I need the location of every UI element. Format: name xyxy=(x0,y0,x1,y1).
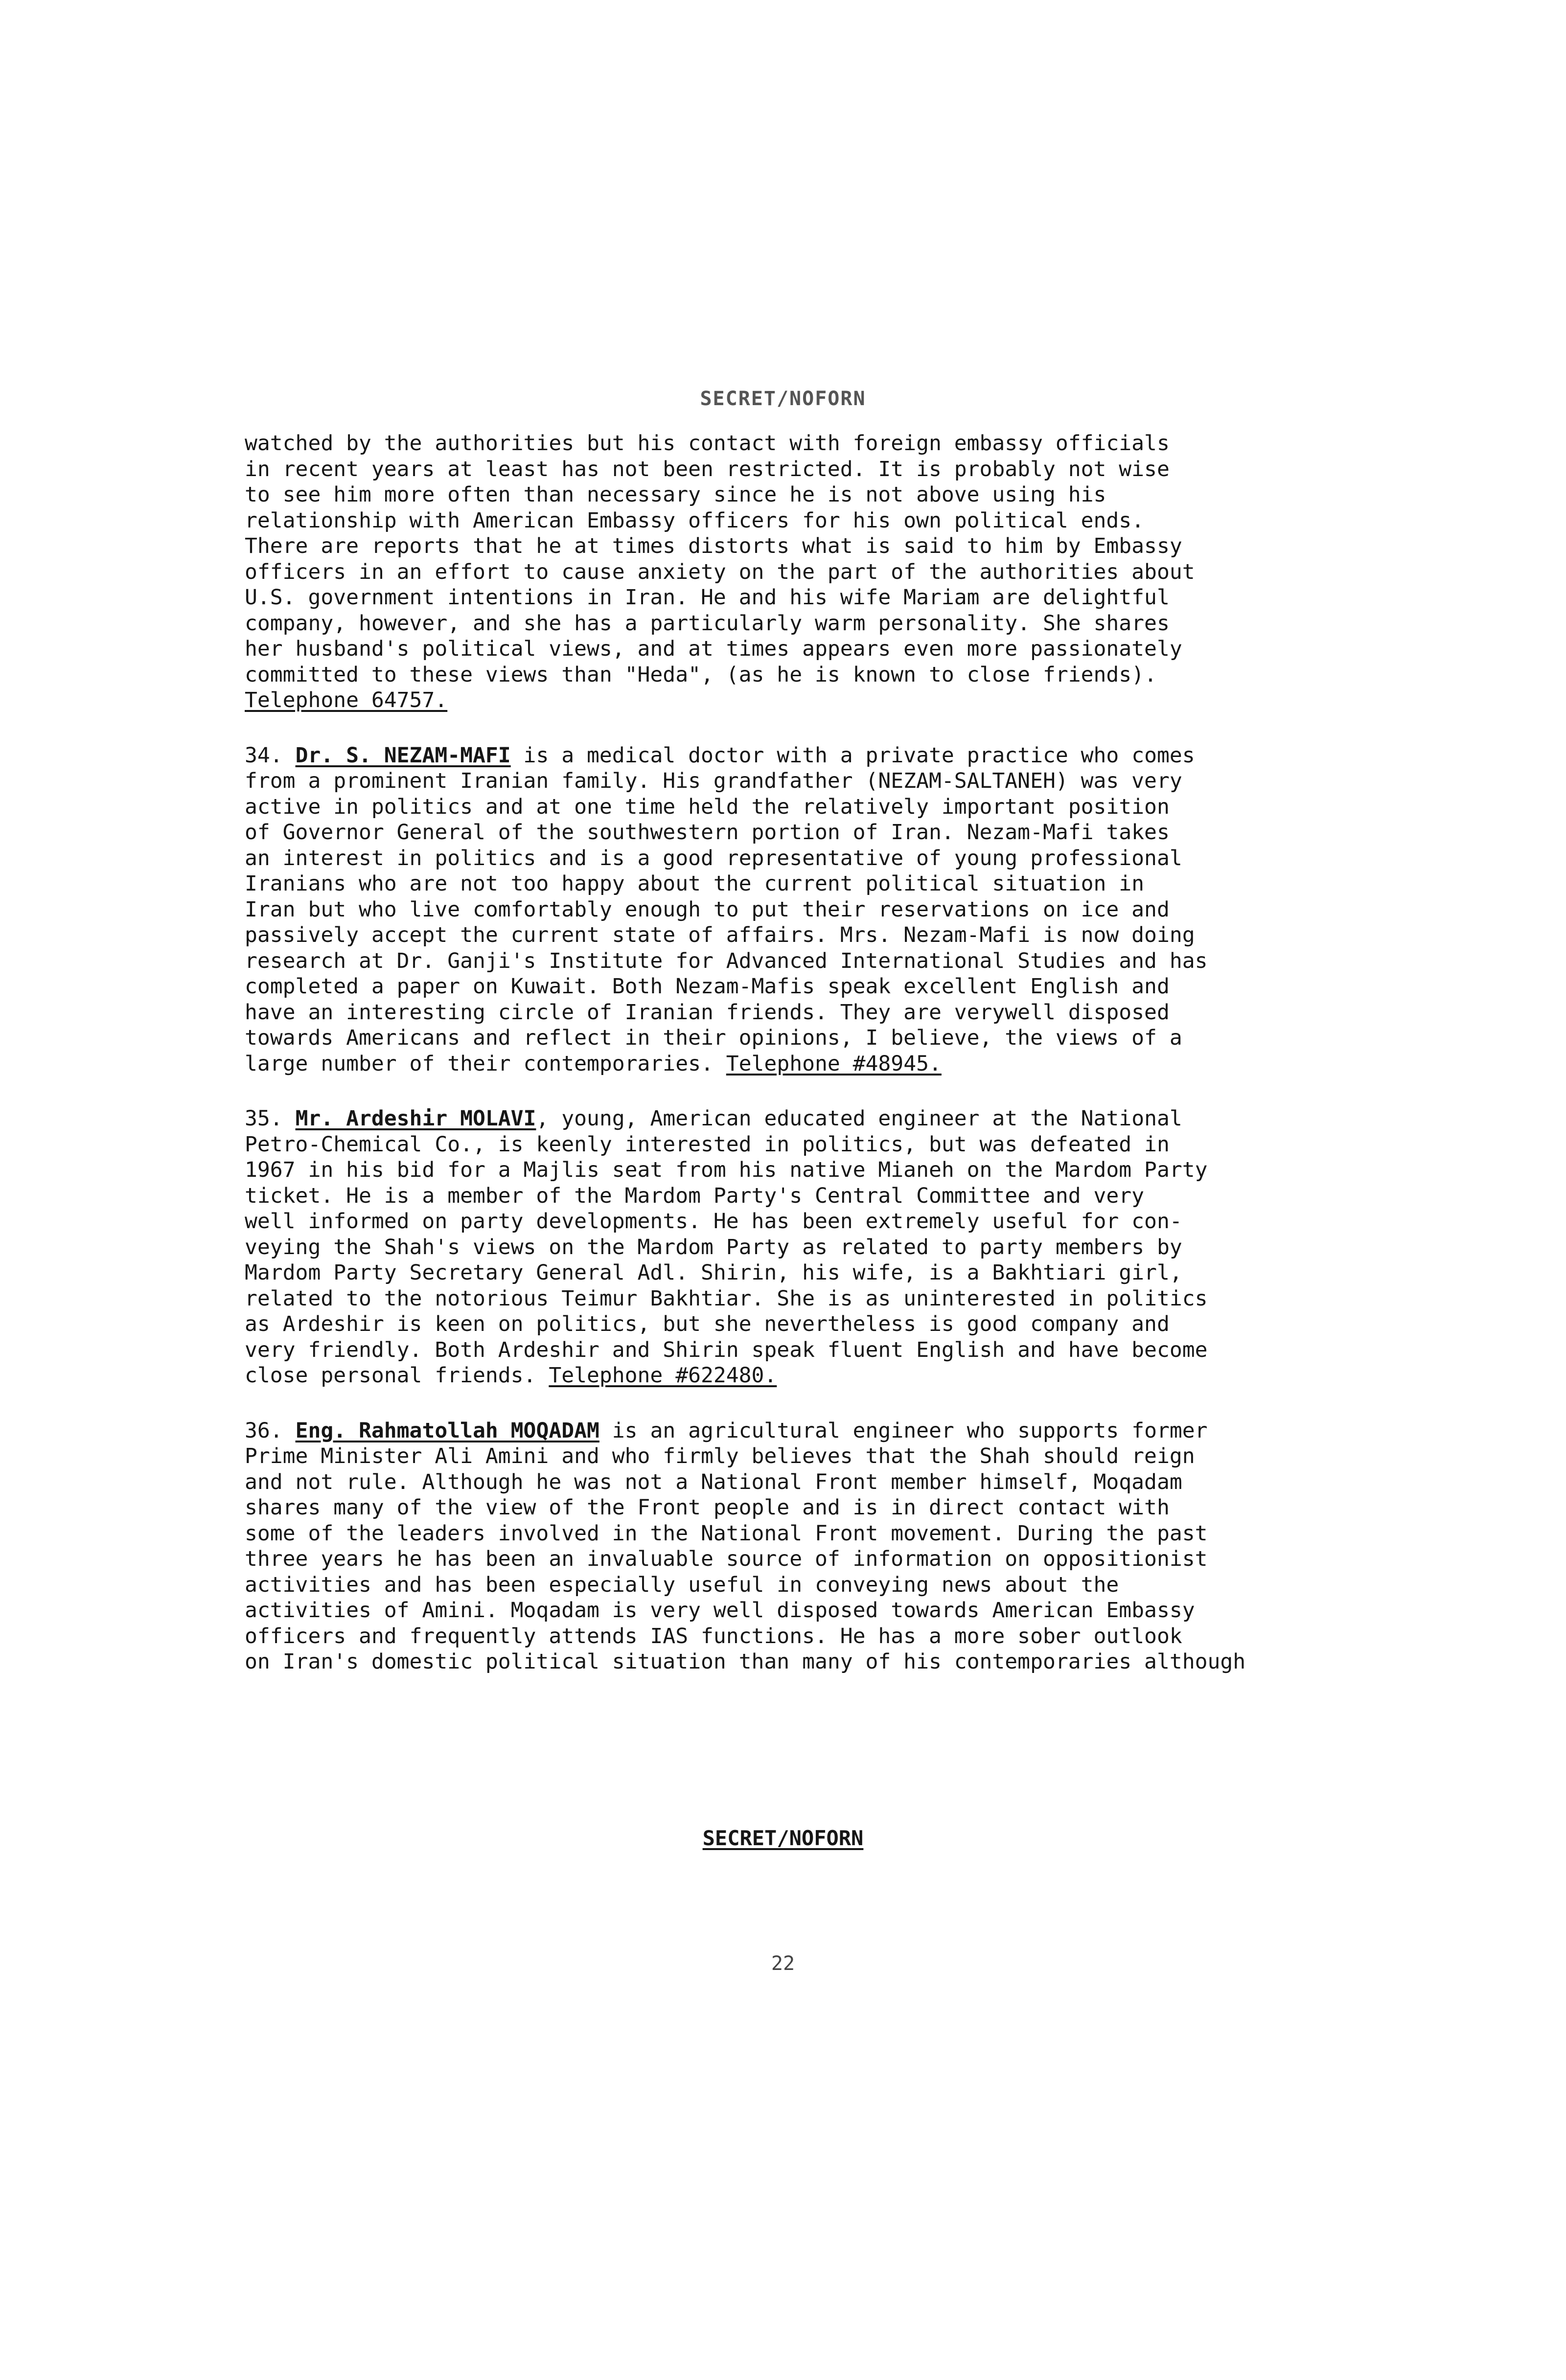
classification-header: SECRET/NOFORN xyxy=(700,388,866,410)
telephone-number: Telephone 64757. xyxy=(245,688,448,712)
paragraph-number: 36. xyxy=(245,1418,283,1443)
text-line: large number of their contemporaries. xyxy=(245,1051,726,1076)
text-line: is an agricultural engineer who supports former xyxy=(599,1418,1208,1443)
text-line: ticket. He is a member of the Mardom Party's Central Committee and very xyxy=(245,1183,1145,1208)
text-line: committed to these views than "Heda", (as he is known to close friends). xyxy=(245,662,1157,687)
paragraph-35 xyxy=(245,1106,1341,1389)
page-number: 22 xyxy=(771,1952,795,1975)
text-line: activities of Amini. Moqadam is very well disposed towards American Embassy xyxy=(245,1598,1195,1623)
text-line: related to the notorious Teimur Bakhtiar. She is as uninterested in politics xyxy=(245,1286,1208,1311)
paragraph-34 xyxy=(245,743,1341,1077)
telephone-number: Telephone #622480. xyxy=(549,1363,777,1388)
person-name: Eng. Rahmatollah MOQADAM xyxy=(295,1418,599,1443)
text-line: as Ardeshir is keen on politics, but she nevertheless is good company and xyxy=(245,1312,1170,1336)
text-line: an interest in politics and is a good representative of young professional xyxy=(245,846,1182,870)
text-line: very friendly. Both Ardeshir and Shirin speak fluent English and have become xyxy=(245,1337,1208,1362)
text-line: is a medical doctor with a private practice who comes xyxy=(510,743,1195,768)
text-line: 1967 in his bid for a Majlis seat from his native Mianeh on the Mardom Party xyxy=(245,1158,1208,1182)
text-line: three years he has been an invaluable source of information on oppositionist xyxy=(245,1547,1208,1571)
text-line: relationship with American Embassy officers for his own political ends. xyxy=(245,508,1145,533)
text-line: Mardom Party Secretary General Adl. Shirin, his wife, is a Bakhtiari girl, xyxy=(245,1260,1182,1285)
classification-footer xyxy=(0,1826,1566,1850)
text-line: research at Dr. Ganji's Institute for Advanced International Studies and has xyxy=(245,948,1208,973)
text-line: watched by the authorities but his contact with foreign embassy officials xyxy=(245,431,1170,456)
telephone-number: Telephone #48945. xyxy=(726,1051,942,1076)
text-line: passively accept the current state of affairs. Mrs. Nezam-Mafi is now doing xyxy=(245,923,1195,947)
text-line: in recent years at least has not been restricted. It is probably not wise xyxy=(245,457,1170,481)
text-line: completed a paper on Kuwait. Both Nezam-Mafis speak excellent English and xyxy=(245,974,1170,999)
paragraph-36 xyxy=(245,1418,1341,1675)
text-line: shares many of the view of the Front people and is in direct contact with xyxy=(245,1495,1170,1520)
person-name: Mr. Ardeshir MOLAVI xyxy=(295,1106,536,1131)
text-line: towards Americans and reflect in their opinions, I believe, the views of a xyxy=(245,1026,1182,1050)
text-line: activities and has been especially useful in conveying news about the xyxy=(245,1572,1119,1597)
text-line: company, however, and she has a particularly warm personality. She shares xyxy=(245,611,1170,636)
footer-classification-text: SECRET/NOFORN xyxy=(702,1826,864,1850)
text-line: There are reports that he at times distorts what is said to him by Embassy xyxy=(245,534,1182,558)
text-line: on Iran's domestic political situation than many of his contemporaries although xyxy=(245,1649,1246,1674)
text-line: some of the leaders involved in the National Front movement. During the past xyxy=(245,1521,1208,1546)
paragraph-number: 35. xyxy=(245,1106,283,1131)
text-line: and not rule. Although he was not a National Front member himself, Moqadam xyxy=(245,1469,1182,1494)
text-line: close personal friends. xyxy=(245,1363,549,1388)
text-line: Iranians who are not too happy about the current political situation in xyxy=(245,871,1145,896)
paragraph-number: 34. xyxy=(245,743,283,768)
text-line: from a prominent Iranian family. His grandfather (NEZAM-SALTANEH) was very xyxy=(245,769,1182,793)
text-line: Petro-Chemical Co., is keenly interested in politics, but was defeated in xyxy=(245,1132,1170,1157)
text-line: veying the Shah's views on the Mardom Party as related to party members by xyxy=(245,1235,1182,1259)
text-line: of Governor General of the southwestern portion of Iran. Nezam-Mafi takes xyxy=(245,820,1170,845)
text-line: Prime Minister Ali Amini and who firmly believes that the Shah should reign xyxy=(245,1444,1195,1468)
text-line: to see him more often than necessary since he is not above using his xyxy=(245,482,1106,507)
text-line: officers and frequently attends IAS functions. He has a more sober outlook xyxy=(245,1624,1182,1648)
text-line: officers in an effort to cause anxiety on the part of the authorities about xyxy=(245,559,1195,584)
text-line: active in politics and at one time held the relatively important position xyxy=(245,794,1170,819)
document-body xyxy=(245,431,1341,1675)
paragraph-continued xyxy=(245,431,1341,713)
text-line: Iran but who live comfortably enough to put their reservations on ice and xyxy=(245,897,1170,922)
person-name: Dr. S. NEZAM-MAFI xyxy=(295,743,511,768)
text-line: U.S. government intentions in Iran. He and his wife Mariam are delightful xyxy=(245,585,1170,610)
text-line: , young, American educated engineer at the National xyxy=(536,1106,1182,1131)
text-line: have an interesting circle of Iranian friends. They are verywell disposed xyxy=(245,1000,1170,1025)
text-line: well informed on party developments. He has been extremely useful for con- xyxy=(245,1209,1182,1234)
text-line: her husband's political views, and at times appears even more passionately xyxy=(245,637,1182,661)
